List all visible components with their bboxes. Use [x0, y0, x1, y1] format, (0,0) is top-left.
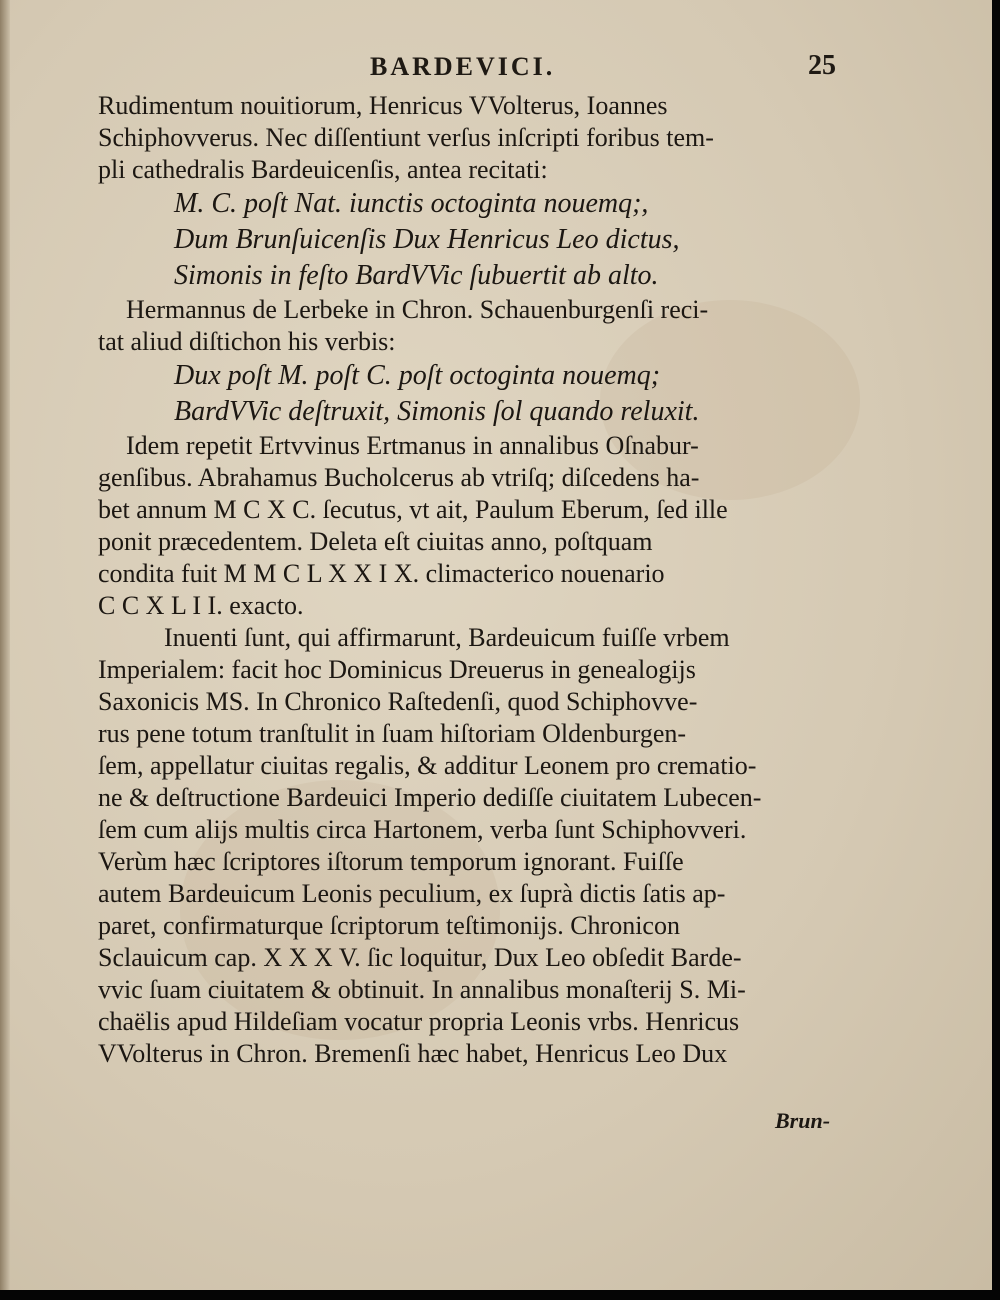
text-line: Rudimentum nouitiorum, Henricus VVolterus, Ioannes	[98, 91, 668, 120]
verse-line: Dum Brunſuicenſis Dux Henricus Leo dictus,	[174, 224, 680, 255]
text-line: Inuenti ſunt, qui affirmarunt, Bardeuicum fuiſſe vrbem	[164, 623, 730, 652]
verse-line: Dux poſt M. poſt C. poſt octoginta nouemq;	[174, 360, 661, 391]
page-body	[98, 90, 848, 1070]
catchword: Brun-	[775, 1108, 831, 1133]
text-line: Verùm hæc ſcriptores iſtorum temporum ignorant. Fuiſſe	[98, 847, 684, 876]
text-line: ponit præcedentem. Deleta eſt ciuitas anno, poſtquam	[98, 527, 653, 556]
text-line: Imperialem: facit hoc Dominicus Dreuerus in genealogijs	[98, 655, 696, 684]
text-line: Saxonicis MS. In Chronico Raſtedenſi, quod Schiphovve-	[98, 687, 698, 716]
text-line: ſem cum alijs multis circa Hartonem, verba ſunt Schiphovveri.	[98, 815, 747, 844]
text-line: vvic ſuam ciuitatem & obtinuit. In annalibus monaſterij S. Mi-	[98, 975, 746, 1004]
text-line: bet annum M C X C. ſecutus, vt ait, Paulum Eberum, ſed ille	[98, 495, 728, 524]
verse-line: BardVVic deſtruxit, Simonis ſol quando reluxit.	[174, 396, 700, 427]
text-line: ſem, appellatur ciuitas regalis, & additur Leonem pro crematio-	[98, 751, 757, 780]
text-line: C C X L I I. exacto.	[98, 591, 304, 620]
verse-line: Simonis in feſto BardVVic ſubuertit ab alto.	[174, 260, 659, 291]
text-line: condita fuit M M C L X X I X. climacterico nouenario	[98, 559, 665, 588]
text-line: pli cathedralis Bardeuicenſis, antea recitati:	[98, 155, 548, 184]
text-line: VVolterus in Chron. Bremenſi hæc habet, Henricus Leo Dux	[98, 1039, 728, 1068]
text-line: genſibus. Abrahamus Bucholcerus ab vtriſq; diſcedens ha-	[98, 463, 700, 492]
text-line: Hermannus de Lerbeke in Chron. Schauenburgenſi reci-	[126, 295, 709, 324]
text-line: Sclauicum cap. X X X V. ſic loquitur, Dux Leo obſedit Barde-	[98, 943, 742, 972]
running-head: BARDEVICI.	[370, 52, 556, 81]
text-line: tat aliud diſtichon his verbis:	[98, 327, 396, 356]
scan-border	[992, 0, 1000, 1300]
page-gutter	[0, 0, 10, 1290]
verse-line: M. C. poſt Nat. iunctis octoginta nouemq;,	[174, 188, 649, 219]
scan-border	[0, 1290, 1000, 1300]
text-line: rus pene totum tranſtulit in ſuam hiſtoriam Oldenburgen-	[98, 719, 687, 748]
text-line: Idem repetit Ertvvinus Ertmanus in annalibus Oſnabur-	[126, 431, 699, 460]
page-number: 25	[808, 50, 836, 81]
text-line: autem Bardeuicum Leonis peculium, ex ſuprà dictis ſatis ap-	[98, 879, 726, 908]
text-line: ne & deſtructione Bardeuici Imperio dediſſe ciuitatem Lubecen-	[98, 783, 762, 812]
text-line: paret, confirmaturque ſcriptorum teſtimonijs. Chronicon	[98, 911, 680, 940]
text-line: Schiphovverus. Nec diſſentiunt verſus inſcripti foribus tem-	[98, 123, 714, 152]
text-line: chaëlis apud Hildeſiam vocatur propria Leonis vrbs. Henricus	[98, 1007, 740, 1036]
